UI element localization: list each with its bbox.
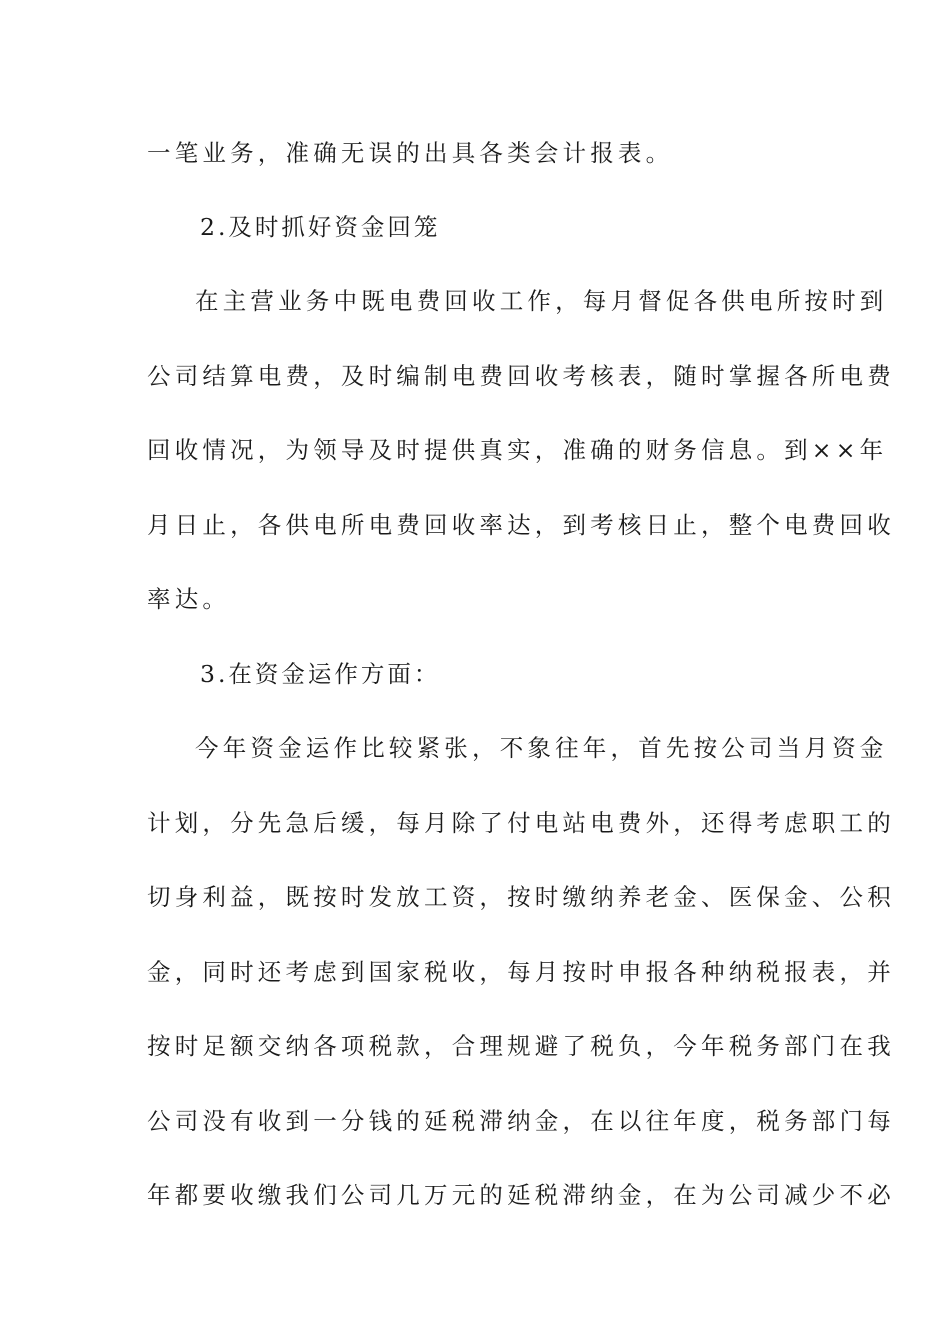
- section-heading-2: 2.及时抓好资金回笼: [200, 213, 441, 241]
- body-text-line: 计划，分先急后缓，每月除了付电站电费外，还得考虑职工的: [147, 809, 895, 837]
- body-text-line: 一笔业务，准确无误的出具各类会计报表。: [147, 139, 674, 167]
- body-text-line: 年都要收缴我们公司几万元的延税滞纳金，在为公司减少不必: [147, 1181, 895, 1209]
- body-text-line: 在主营业务中既电费回收工作，每月督促各供电所按时到: [195, 287, 888, 315]
- section-heading-3: 3.在资金运作方面：: [200, 660, 441, 688]
- body-text-line: 切身利益，既按时发放工资，按时缴纳养老金、医保金、公积: [147, 883, 895, 911]
- body-text-line: 按时足额交纳各项税款，合理规避了税负，今年税务部门在我: [147, 1032, 895, 1060]
- body-text-line: 今年资金运作比较紧张，不象往年，首先按公司当月资金: [195, 734, 888, 762]
- body-text-line: 月日止，各供电所电费回收率达，到考核日止，整个电费回收: [147, 511, 895, 539]
- body-text-line: 金，同时还考虑到国家税收，每月按时申报各种纳税报表，并: [147, 958, 895, 986]
- body-text-line: 公司结算电费，及时编制电费回收考核表，随时掌握各所电费: [147, 362, 895, 390]
- body-text-line: 回收情况，为领导及时提供真实，准确的财务信息。到××年: [147, 436, 888, 464]
- body-text-line: 率达。: [147, 585, 231, 613]
- body-text-line: 公司没有收到一分钱的延税滞纳金，在以往年度，税务部门每: [147, 1107, 895, 1135]
